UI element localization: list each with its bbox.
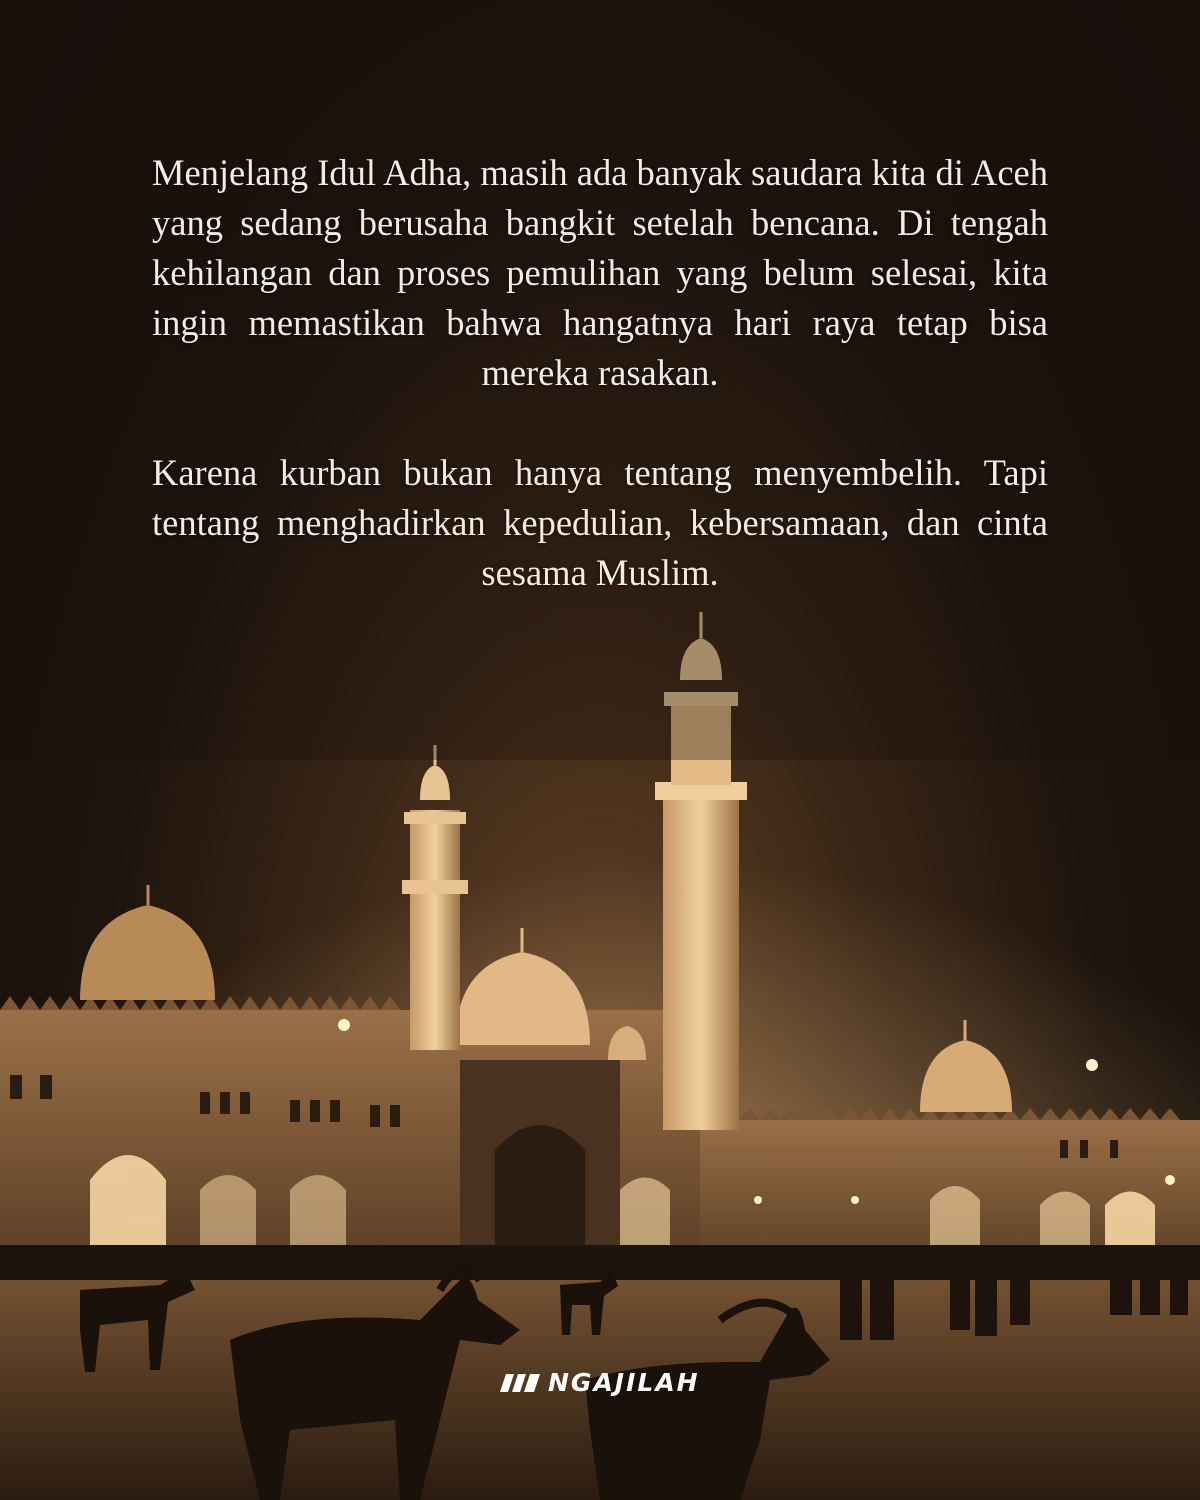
brand-logo: [500, 1368, 700, 1397]
ngajilah-logo-icon: [500, 1374, 542, 1392]
main-arch: [495, 1125, 585, 1260]
caption-paragraph-1: Menjelang Idul Adha, masih ada banyak saudara kita di Aceh yang sedang berusaha bangkit setelah bencana. Di tengah kehilangan dan proses pemulihan yang belum selesai, kita ingin memastikan bahwa hangatnya hari raya tetap bisa mereka rasakan.: [152, 152, 1048, 393]
brand-name: NGAJILAH: [548, 1368, 700, 1397]
caption-paragraph-2: Karena kurban bukan hanya tentang menyembelih. Tapi tentang menghadirkan kepedulian, kebersamaan, dan cinta sesama Muslim.: [152, 452, 1048, 593]
caption-block: [152, 148, 1048, 598]
